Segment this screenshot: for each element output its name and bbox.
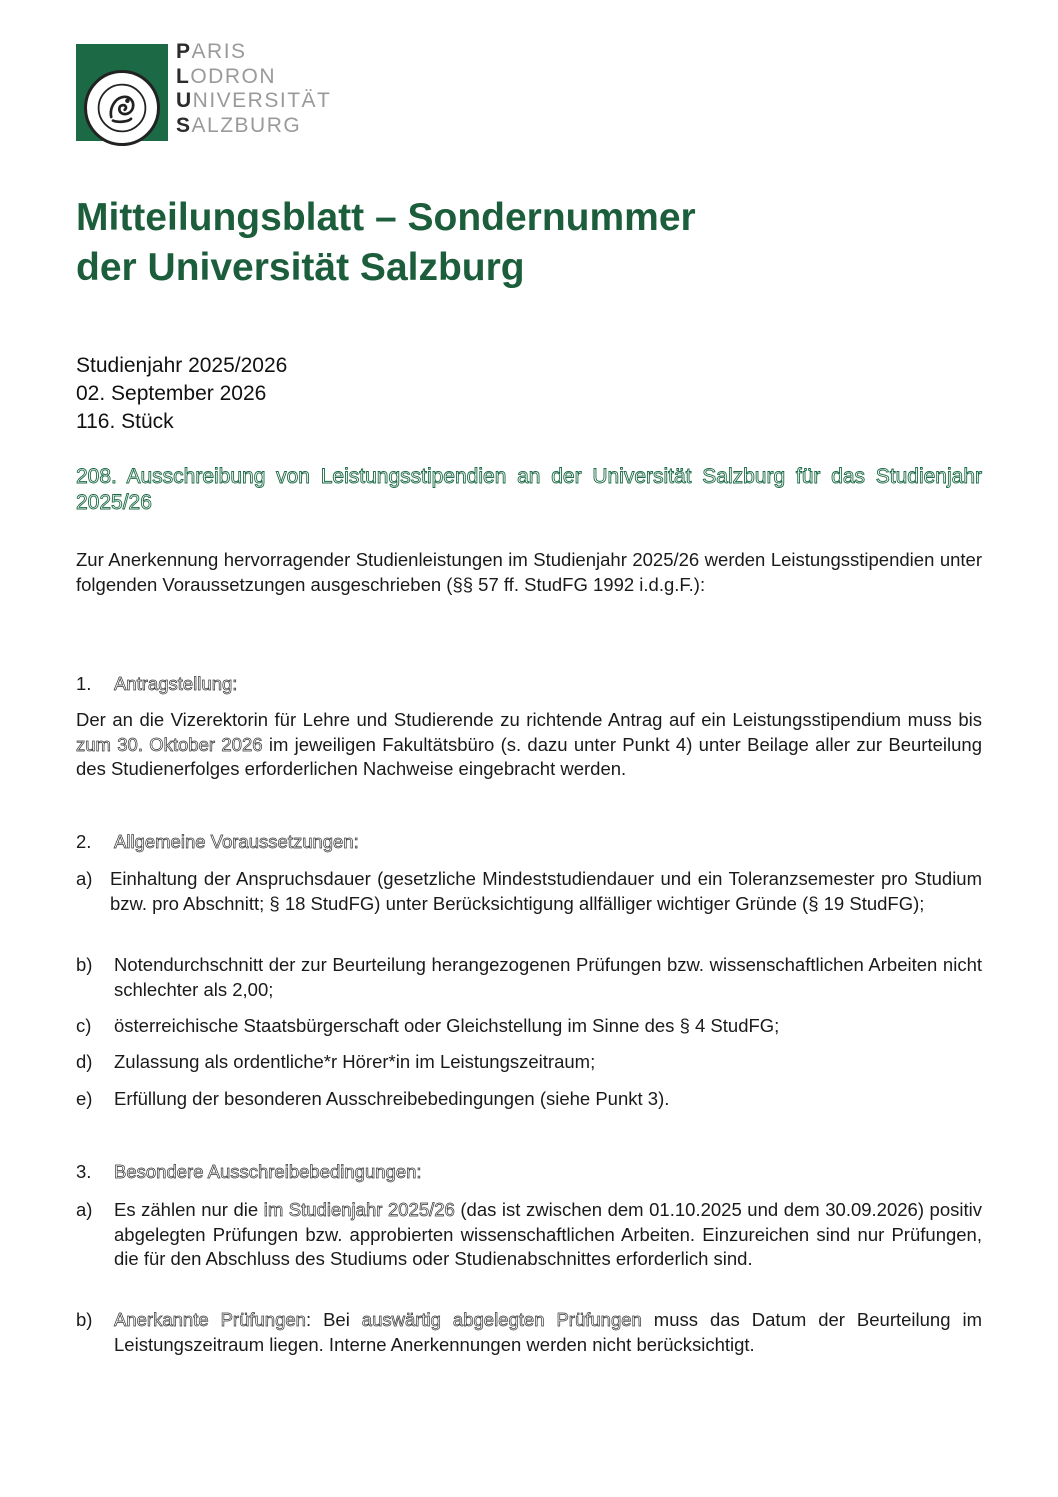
wordmark-line-2: LODRON <box>176 64 276 88</box>
issue-piece: 116. Stück <box>76 410 174 433</box>
list-item: c) österreichische Staatsbürgerschaft oder Gleichstellung im Sinne des § 4 StudFG; <box>76 1015 780 1036</box>
section-2-heading: 2. Allgemeine Voraussetzungen: <box>76 831 359 852</box>
title-line-1: Mitteilungsblatt – Sondernummer <box>76 196 696 239</box>
title-line-2: der Universität Salzburg <box>76 246 525 289</box>
list-item: d) Zulassung als ordentliche*r Hörer*in im Leistungszeitraum; <box>76 1051 596 1072</box>
section-3-heading: 3. Besondere Ausschreibebedingungen: <box>76 1161 422 1182</box>
intro-paragraph: Zur Anerkennung hervorragender Studienleistungen im Studienjahr 2025/26 werden Leistungsstipendien unter folgenden Voraussetzungen ausgeschrieben (§§ 57 ff. StudFG 1992 i.d.g.F.): <box>76 549 982 595</box>
wordmark-line-4: SALZBURG <box>176 113 302 137</box>
university-wordmark <box>176 40 331 138</box>
list-item: e) Erfüllung der besonderen Ausschreibebedingungen (siehe Punkt 3). <box>76 1088 670 1109</box>
academic-year: Studienjahr 2025/2026 <box>76 354 288 377</box>
list-item: a) Es zählen nur die im Studienjahr 2025/26 (das ist zwischen dem 01.10.2025 und dem 30.09.2026) positiv abgelegten Prüfungen bzw. approbierten wissenschaftlichen Arbeiten. Einzureichen sind nur Prüfungen, die für den Abschluss des Studiums oder Studienabschnittes erforderlich sind. <box>76 1199 982 1269</box>
recognized-exams-highlight: Anerkannte Prüfungen <box>114 1309 306 1330</box>
list-item: b) Notendurchschnitt der zur Beurteilung herangezogenen Prüfungen bzw. wissenschaftlichen Arbeiten nicht schlechter als 2,00; <box>76 954 982 1000</box>
wordmark-line-1: PARIS <box>176 40 247 63</box>
section-1-text: Der an die Vizerektorin für Lehre und Studierende zu richtende Antrag auf ein Leistungsstipendium muss bis zum 30. Oktober 2026 im jeweiligen Fakultätsbüro (s. dazu unter Punkt 4) unter Beilage aller zur Beurteilung des Studienerfolges erforderlichen Nachweise eingebracht werden. <box>76 709 982 779</box>
list-item: b) Anerkannte Prüfungen: Bei auswärtig abgelegten Prüfungen muss das Datum der Beurteilung im Leistungszeitraum liegen. Interne Anerkennungen werden nicht berücksichtigt. <box>76 1309 982 1355</box>
issue-date: 02. September 2026 <box>76 382 267 405</box>
section-1-heading: 1. Antragstellung: <box>76 673 238 694</box>
deadline-highlight: zum 30. Oktober 2026 <box>76 733 263 755</box>
period-highlight: im Studienjahr 2025/26 <box>263 1199 455 1220</box>
page-title <box>76 193 976 293</box>
list-item: a) Einhaltung der Anspruchsdauer (gesetzliche Mindeststudiendauer und ein Toleranzsemester pro Studium bzw. pro Abschnitt; § 18 StudFG) unter Berücksichtigung allfälliger wichtiger Gründe (§ 19 StudFG); <box>76 868 982 914</box>
announcement-heading: 208. Ausschreibung von Leistungsstipendien an der Universität Salzburg für das Studienjahr 2025/26 <box>76 465 982 514</box>
wordmark-line-3: UNIVERSITÄT <box>176 89 332 112</box>
issue-meta <box>76 352 287 436</box>
lion-seal-icon <box>84 70 160 146</box>
external-exams-highlight: auswärtig abgelegten Prüfungen <box>361 1309 642 1330</box>
